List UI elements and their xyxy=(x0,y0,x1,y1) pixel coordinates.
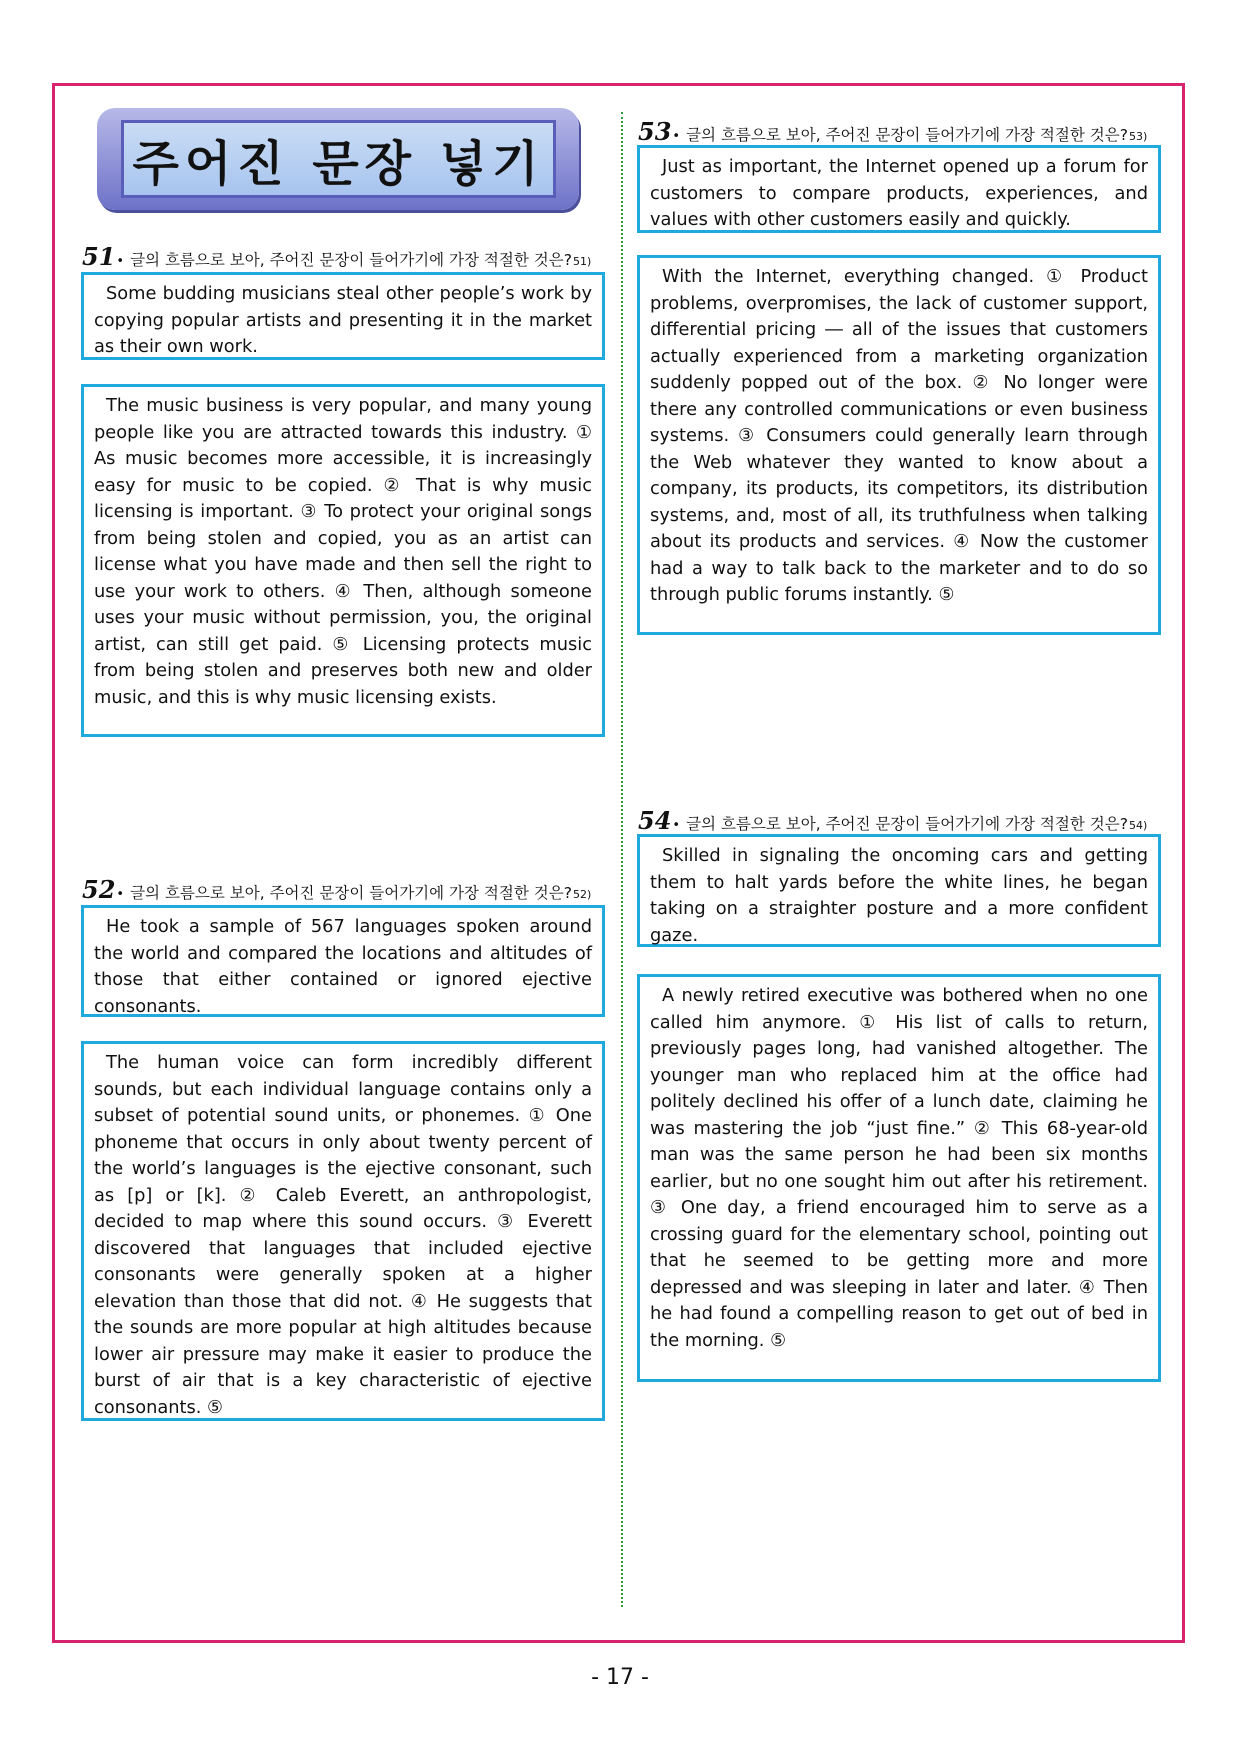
question-header-52: 52 • 글의 흐름으로 보아, 주어진 문장이 들어가기에 가장 적절한 것은? 52) xyxy=(82,875,592,904)
section-title: 주어진 문장 넣기 xyxy=(132,135,545,192)
passage-text: The human voice can form incredibly different sounds, but each individual language contains only a subset of potential sound units, or phonemes. ① One phoneme that occurs in only about twenty percent of the world’s languages is the ejective consonant, such as [p] or [k]. ② Caleb Everett, an anthropologist, decided to map where this sound occurs. ③ Everett discovered that languages that included ejective consonants were generally spoken at a higher elevation than those that did not. ④ He suggests that the sounds are more popular at high altitudes because lower air pressure may make it easier to produce the burst of air that is a key characteristic of ejective consonants. ⑤ xyxy=(94,1052,592,1418)
given-sentence-box-54 xyxy=(637,834,1161,947)
column-divider xyxy=(621,112,623,1607)
footnote-ref: 53) xyxy=(1128,130,1148,143)
given-sentence-box-51 xyxy=(81,272,605,360)
passage-box-54 xyxy=(637,974,1161,1382)
given-sentence: Some budding musicians steal other people’s work by copying popular artists and presenting it in the market as their own work. xyxy=(94,283,592,357)
given-sentence: He took a sample of 567 languages spoken around the world and compared the locations and altitudes of those that either contained or ignored ejective consonants. xyxy=(94,916,592,1017)
question-header-53: 53 • 글의 흐름으로 보아, 주어진 문장이 들어가기에 가장 적절한 것은? 53) xyxy=(638,117,1148,146)
question-prompt: 글의 흐름으로 보아, 주어진 문장이 들어가기에 가장 적절한 것은? xyxy=(686,815,1128,833)
given-sentence-box-53 xyxy=(637,145,1161,233)
question-number: 54 xyxy=(638,806,672,835)
passage-text: A newly retired executive was bothered when no one called him anymore. ① His list of calls to return, previously pages long, had vanished altogether. The younger man who replaced him at the office had politely declined his offer of a lunch date, claiming he was mastering the job “just fine.” ② This 68-year-old man was the same person he had been six months earlier, but no one sought him out after his retirement. ③ One day, a friend encouraged him to serve as a crossing guard for the elementary school, pointing out that he seemed to be getting more and more depressed and was sleeping in later and later. ④ Then he had found a compelling reason to get out of bed in the morning. ⑤ xyxy=(650,985,1148,1351)
question-prompt: 글의 흐름으로 보아, 주어진 문장이 들어가기에 가장 적절한 것은? xyxy=(130,884,572,902)
passage-box-52 xyxy=(81,1041,605,1421)
question-number: 53 xyxy=(638,117,672,146)
question-header-54: 54 • 글의 흐름으로 보아, 주어진 문장이 들어가기에 가장 적절한 것은? 54) xyxy=(638,806,1148,835)
question-prompt: 글의 흐름으로 보아, 주어진 문장이 들어가기에 가장 적절한 것은? xyxy=(130,251,572,269)
question-number: 51 xyxy=(82,242,116,271)
section-title-box xyxy=(121,120,556,198)
given-sentence: Just as important, the Internet opened up a forum for customers to compare products, experiences, and values with other customers easily and quickly. xyxy=(650,156,1148,230)
footnote-ref: 54) xyxy=(1128,819,1148,832)
question-number: 52 xyxy=(82,875,116,904)
given-sentence: Skilled in signaling the oncoming cars and getting them to halt yards before the white lines, he began taking on a straighter posture and a more confident gaze. xyxy=(650,845,1148,946)
footnote-ref: 51) xyxy=(572,255,592,268)
footnote-ref: 52) xyxy=(572,888,592,901)
page-number: - 17 - xyxy=(591,1665,649,1690)
question-prompt: 글의 흐름으로 보아, 주어진 문장이 들어가기에 가장 적절한 것은? xyxy=(686,126,1128,144)
question-header-51: 51 • 글의 흐름으로 보아, 주어진 문장이 들어가기에 가장 적절한 것은? 51) xyxy=(82,242,592,271)
passage-text: With the Internet, everything changed. ① Product problems, overpromises, the lack of customer support, differential pricing ― all of the issues that customers actually experienced from a marketing organization suddenly popped out of the box. ② No longer were there any controlled communications or even business systems. ③ Consumers could generally learn through the Web whatever they wanted to know about a company, its products, its competitors, its distribution systems, and, most of all, its truthfulness when talking about its products and services. ④ Now the customer had a way to talk back to the marketer and to do so through public forums instantly. ⑤ xyxy=(650,266,1148,605)
given-sentence-box-52 xyxy=(81,905,605,1017)
passage-box-53 xyxy=(637,255,1161,635)
passage-text: The music business is very popular, and many young people like you are attracted towards this industry. ① As music becomes more accessible, it is increasingly easy for music to be copied. ② That is why music licensing is important. ③ To protect your original songs from being stolen and copied, you as an artist can license what you have made and then sell the right to use your work to others. ④ Then, although someone uses your music without permission, you, the original artist, can still get paid. ⑤ Licensing protects music from being stolen and preserves both new and older music, and this is why music licensing exists. xyxy=(94,395,592,708)
passage-box-51 xyxy=(81,384,605,737)
